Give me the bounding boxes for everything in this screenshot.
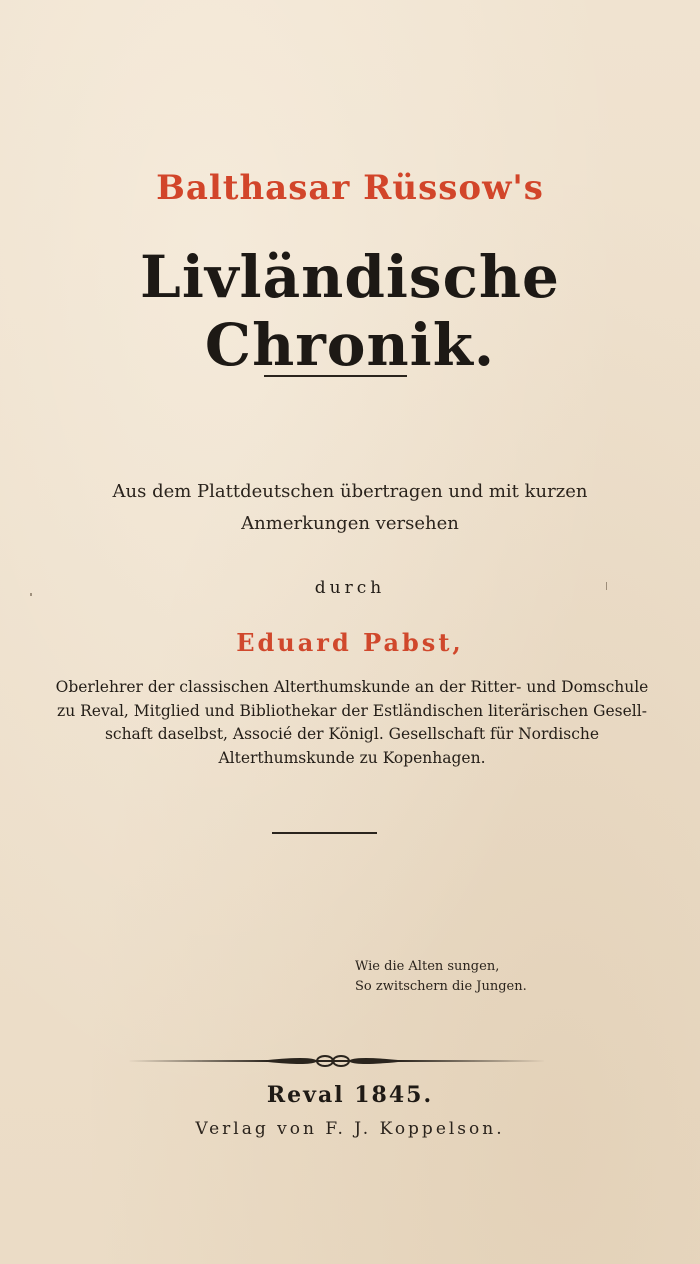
paper-speck [30,593,32,596]
title-main: Livländische Chronik. [140,243,560,379]
by-line: durch [314,578,386,598]
motto-line: So zwitschern die Jungen. [355,979,527,994]
subtitle-line: Aus dem Plattdeutschen übertragen und mit kurzen [112,481,588,502]
editor-credentials [46,676,658,770]
divider-rule [272,832,377,834]
motto-line: Wie die Alten sungen, [355,959,500,974]
place-year: Reval 1845. [266,1082,434,1108]
credentials-line: zu Reval, Mitglied und Bibliothekar der Estländischen literärischen Gesell- [57,701,647,720]
title-author: Balthasar Rüssow's [156,168,544,208]
subtitle [0,476,700,540]
ornament-rule-icon [118,1048,548,1072]
credentials-line: Oberlehrer der classischen Alterthumskunde an der Ritter- und Domschule [55,678,649,696]
subtitle-line: Anmerkungen versehen [241,513,459,534]
divider-rule [264,375,407,377]
motto [355,957,575,997]
credentials-line: Alterthumskunde zu Kopenhagen. [218,748,486,767]
editor-name: Eduard Pabst, [236,628,464,657]
credentials-line: schaft daselbst, Associé der Königl. Gesellschaft für Nordische [104,725,600,743]
paper-speck [606,582,607,590]
publisher: Verlag von F. J. Koppelson. [195,1119,505,1139]
